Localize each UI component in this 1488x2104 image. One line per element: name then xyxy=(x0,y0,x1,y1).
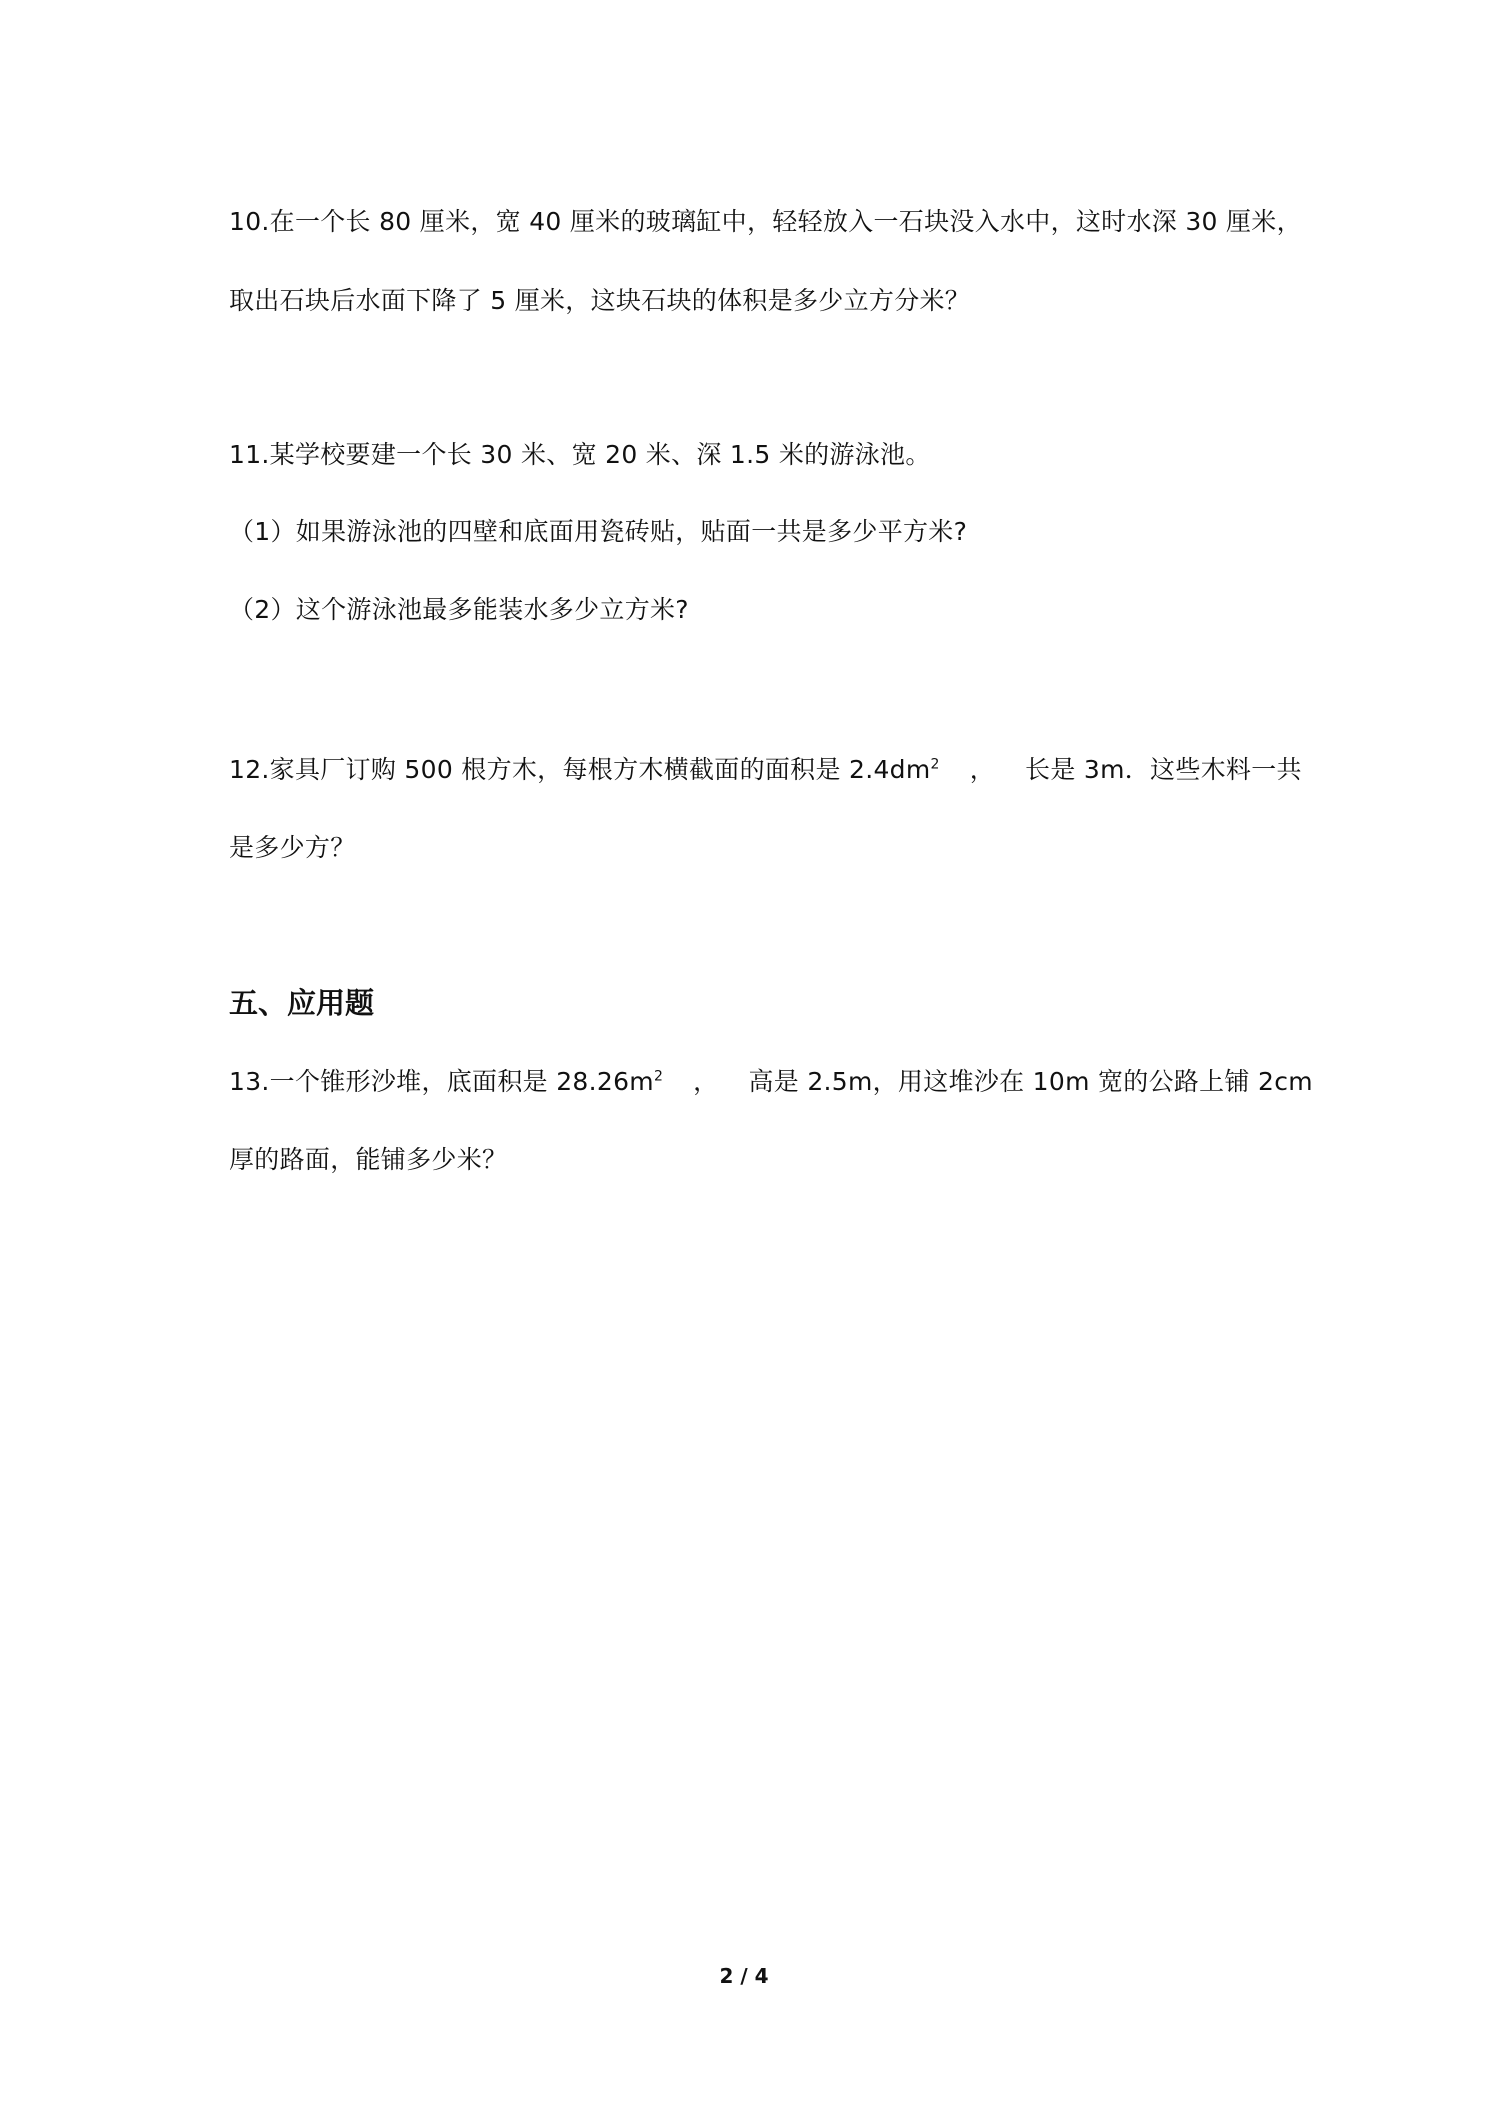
question-13-comma: ， xyxy=(693,1067,719,1096)
question-12-line-2: 是多少方？ xyxy=(229,833,356,862)
question-12-comma: ， xyxy=(969,755,996,784)
question-12-superscript: 2 xyxy=(930,756,940,773)
question-13-text-c: 高是 2.5m，用这堆沙在 10m 宽的公路上铺 2cm xyxy=(748,1067,1313,1096)
question-13-line-2: 厚的路面，能铺多少米？ xyxy=(229,1145,508,1174)
question-11-sub-1: （1）如果游泳池的四壁和底面用瓷砖贴，贴面一共是多少平方米? xyxy=(229,517,968,546)
question-10-line-1: 10.在一个长 80 厘米，宽 40 厘米的玻璃缸中，轻轻放入一石块没入水中，这时水深 30 厘米， xyxy=(229,207,1302,236)
page-number: 2 / 4 xyxy=(719,1964,769,1988)
question-12-text-c: 长是 3m．这些木料一共 xyxy=(1025,755,1302,784)
question-12-text-a: 12.家具厂订购 500 根方木，每根方木横截面的面积是 2.4dm xyxy=(229,755,931,784)
question-12-line-1 xyxy=(229,753,1302,787)
question-10-line-2: 取出石块后水面下降了 5 厘米，这块石块的体积是多少立方分米？ xyxy=(229,286,971,315)
question-13-line-1 xyxy=(229,1065,1313,1099)
question-11-line-1: 11.某学校要建一个长 30 米、宽 20 米、深 1.5 米的游泳池。 xyxy=(229,440,931,469)
question-13-superscript: 2 xyxy=(653,1068,664,1085)
question-11-sub-2: （2）这个游泳池最多能装水多少立方米? xyxy=(229,595,689,624)
section-5-title: 五、应用题 xyxy=(229,986,375,1020)
question-13-text-a: 13.一个锥形沙堆，底面积是 28.26m xyxy=(229,1067,654,1096)
